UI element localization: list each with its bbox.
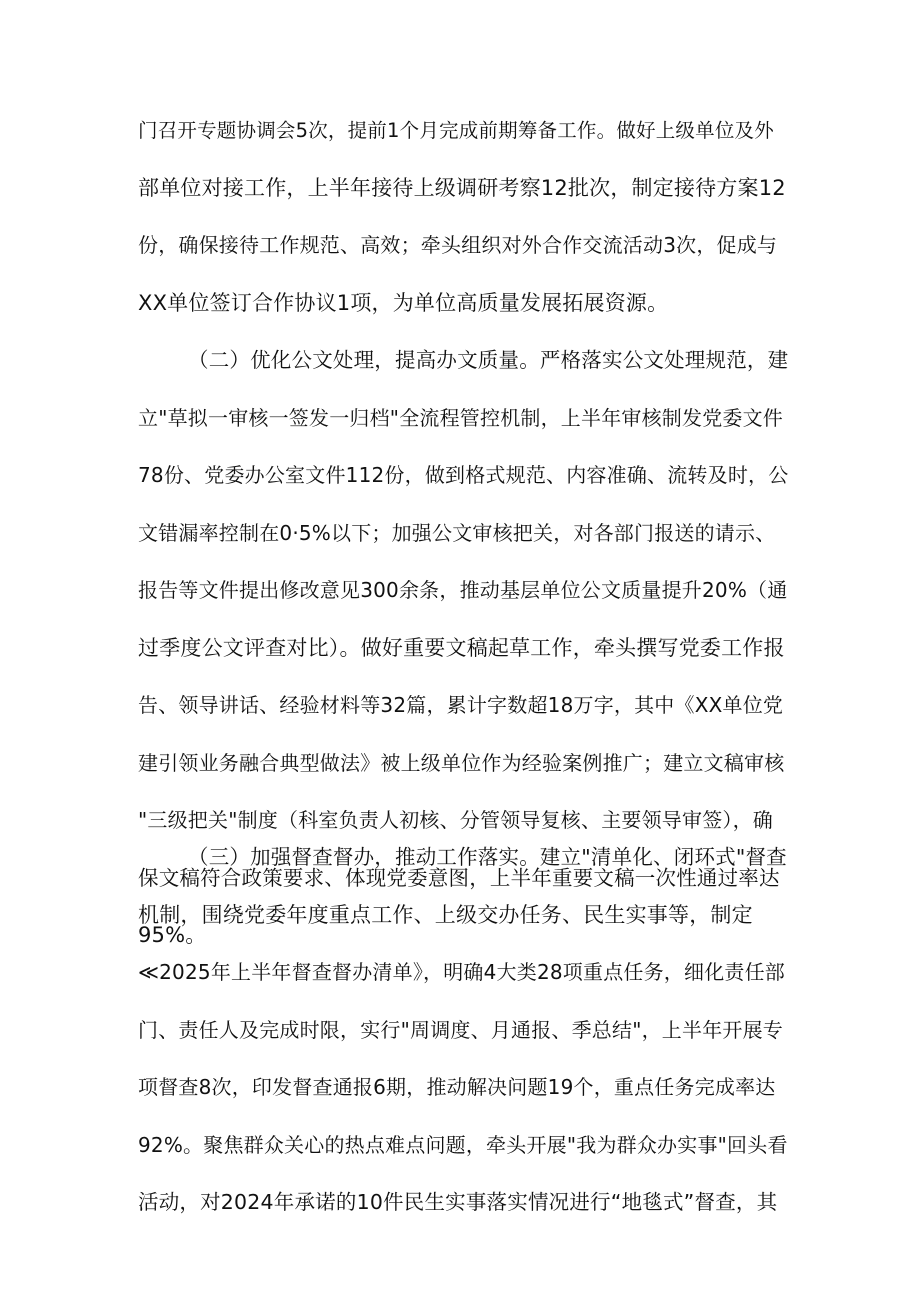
text-line: 过季度公文评查对比）。做好重要文稿起草工作，牵头撰写党委工作报 [138, 635, 785, 660]
text-line: 机制，围绕党委年度重点工作、上级交办任务、民生实事等，制定 [138, 902, 753, 927]
paragraph-continuation [138, 102, 788, 332]
section-heading-line: （二）优化公文处理，提高办文质量。严格落实公文处理规范，建 [188, 348, 788, 372]
text-line: XX单位签订合作协议1项，为单位高质量发展拓展资源。 [138, 290, 669, 315]
text-line: 份，确保接待工作规范、高效；牵头组织对外合作交流活动3次，促成与 [138, 233, 778, 257]
text-line: 告、领导讲话、经验材料等32篇，累计字数超18万字，其中《XX单位党 [138, 693, 784, 717]
text-line: 报告等文件提出修改意见300余条，推动基层单位公文质量提升20%（通 [138, 578, 788, 602]
text-line: 门、责任人及完成时限，实行"周调度、月通报、季总结"，上半年开展专 [138, 1017, 783, 1042]
text-line: ≪2025年上半年督查督办清单》，明确4大类28项重点任务，细化责任部 [138, 960, 786, 984]
text-line: 部单位对接工作，上半年接待上级调研考察12批次，制定接待方案12 [138, 175, 786, 200]
text-line: 保文稿符合政策要求、体现党委意图，上半年重要文稿一次性通过率达 [138, 865, 780, 890]
text-line: 文错漏率控制在0·5%以下；加强公文审核把关，对各部门报送的请示、 [138, 520, 776, 545]
section-heading-line: （三）加强督查督办，推动工作落实。建立"清单化、闭环式"督查 [188, 845, 787, 869]
text-line: 立"草拟一审核一签发一归档"全流程管控机制，上半年审核制发党委文件 [138, 405, 783, 430]
paragraph-supervision [138, 829, 788, 1232]
text-line: 92%。聚焦群众关心的热点难点问题，牵头开展"我为群众办实事"回头看 [138, 1132, 788, 1157]
text-line: 门召开专题协调会5次，提前1个月完成前期筹备工作。做好上级单位及外 [138, 119, 774, 142]
text-line: 项督查8次，印发督查通报6期，推动解决问题19个，重点任务完成率达 [138, 1075, 776, 1099]
text-line: 78份、党委办公室文件112份，做到格式规范、内容准确、流转及时，公 [138, 463, 788, 487]
text-line: "三级把关"制度（科室负责人初核、分管领导复核、主要领导审签），确 [138, 808, 773, 832]
text-line: 活动，对2024年承诺的10件民生实事落实情况进行“地毯式”督查，其 [138, 1190, 778, 1214]
text-line: 95%。 [138, 923, 207, 947]
text-line: 建引领业务融合典型做法》被上级单位作为经验案例推广；建立文稿审核 [138, 750, 785, 775]
